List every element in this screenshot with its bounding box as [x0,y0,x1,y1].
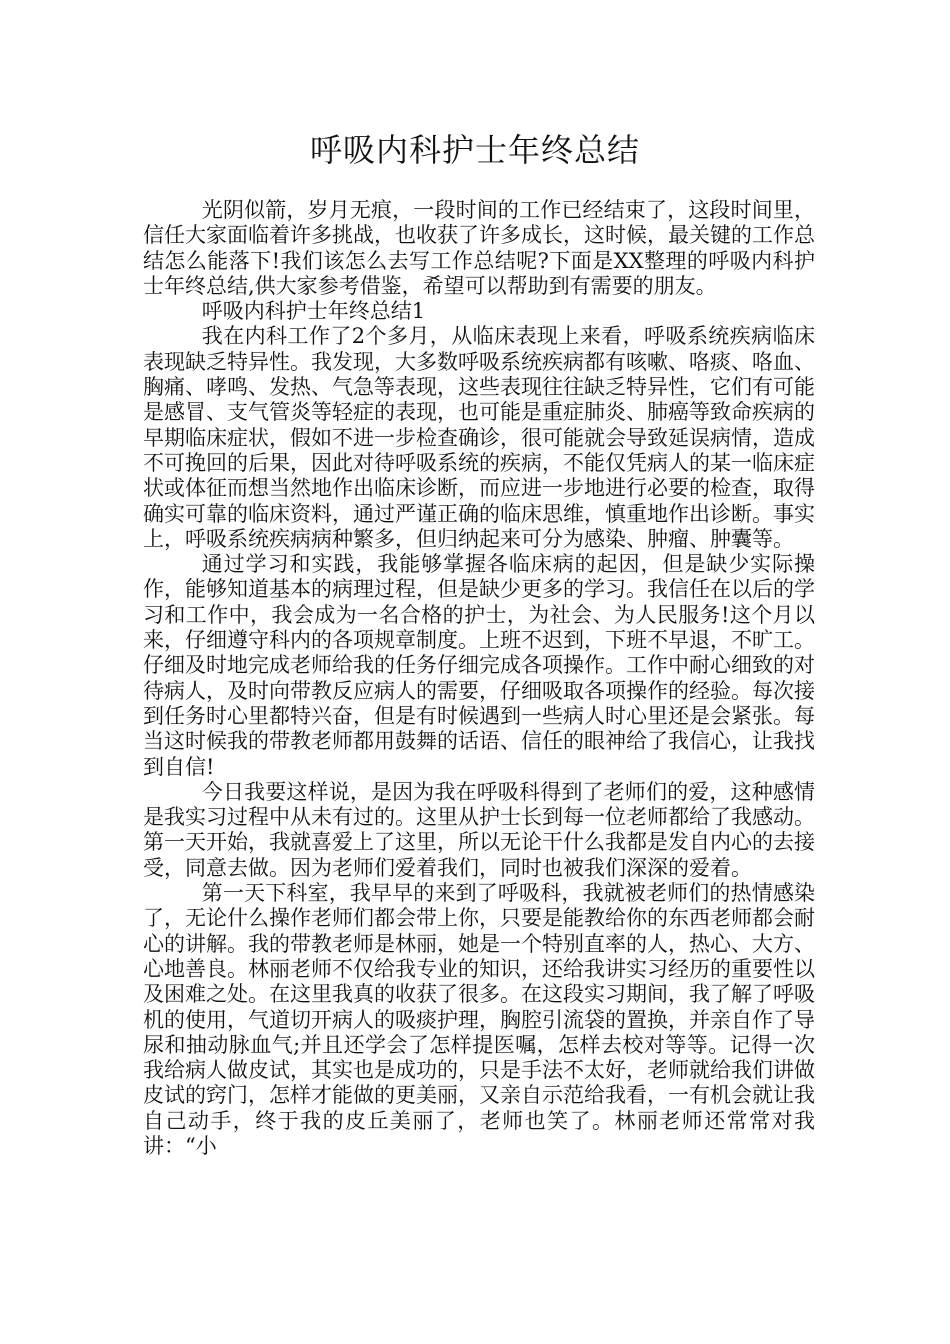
body-paragraph: 今日我要这样说，是因为我在呼吸科得到了老师们的爱，这种感情是我实习过程中从未有过的。这里从护士长到每一位老师都给了我感动。第一天开始，我就喜爱上了这里，所以无论干什么我都是发自内心的去接受，同意去做。因为老师们爱着我们，同时也被我们深深的爱着。 [143,779,815,880]
intro-paragraph: 光阴似箭，岁月无痕，一段时间的工作已经结束了，这段时间里，信任大家面临着许多挑战，也收获了许多成长，这时候，最关键的工作总结怎么能落下!我们该怎么去写工作总结呢?下面是XX整理的呼吸内科护士年终总结,供大家参考借鉴，希望可以帮助到有需要的朋友。 [143,198,815,298]
document-title: 呼吸内科护士年终总结 [309,131,640,169]
body-paragraph: 我在内科工作了2个多月，从临床表现上来看，呼吸系统疾病临床表现缺乏特异性。我发现，大多数呼吸系统疾病都有咳嗽、咯痰、咯血、胸痛、哮鸣、发热、气急等表现，这些表现往往缺乏特异性，它们有可能是感冒、支气管炎等轻症的表现，也可能是重症肺炎、肺癌等致命疾病的早期临床症状，假如不进一步检查确诊，很可能就会导致延误病情，造成不可挽回的后果，因此对待呼吸系统的疾病，不能仅凭病人的某一临床症状或体征而想当然地作出临床诊断，而应进一步地进行必要的检查，取得确实可靠的临床资料，通过严谨正确的临床思维，慎重地作出诊断。事实上，呼吸系统疾病病种繁多，但归纳起来可分为感染、肿瘤、肿囊等。 [143,324,815,551]
body-paragraph: 第一天下科室，我早早的来到了呼吸科，我就被老师们的热情感染了，无论什么操作老师们都会带上你，只要是能教给你的东西老师都会耐心的讲解。我的带教老师是林丽，她是一个特别直率的人，热心、大方、心地善良。林丽老师不仅给我专业的知识，还给我讲实习经历的重要性以及困难之处。在这里我真的收获了很多。在这段实习期间，我了解了呼吸机的使用，气道切开病人的吸痰护理，胸腔引流袋的置换，并亲自作了导尿和抽动脉血气;并且还学会了怎样提医嘱，怎样去校对等等。记得一次我给病人做皮试，其实也是成功的，只是手法不太好，老师就给我们讲做皮试的窍门，怎样才能做的更美丽，又亲自示范给我看，一有机会就让我自己动手，终于我的皮丘美丽了，老师也笑了。林丽老师还常常对我讲：“小 [143,881,815,1158]
section-heading: 呼吸内科护士年终总结1 [201,299,426,324]
document-body [143,198,815,1159]
body-paragraph: 通过学习和实践，我能够掌握各临床病的起因，但是缺少实际操作，能够知道基本的病理过程，但是缺少更多的学习。我信任在以后的学习和工作中，我会成为一名合格的护士，为社会、为人民服务!这个月以来，仔细遵守科内的各项规章制度。上班不迟到，下班不早退，不旷工。仔细及时地完成老师给我的任务仔细完成各项操作。工作中耐心细致的对待病人，及时向带教反应病人的需要，仔细吸取各项操作的经验。每次接到任务时心里都特兴奋，但是有时候遇到一些病人时心里还是会紧张。每当这时候我的带教老师都用鼓舞的话语、信任的眼神给了我信心，让我找到自信! [143,552,815,779]
